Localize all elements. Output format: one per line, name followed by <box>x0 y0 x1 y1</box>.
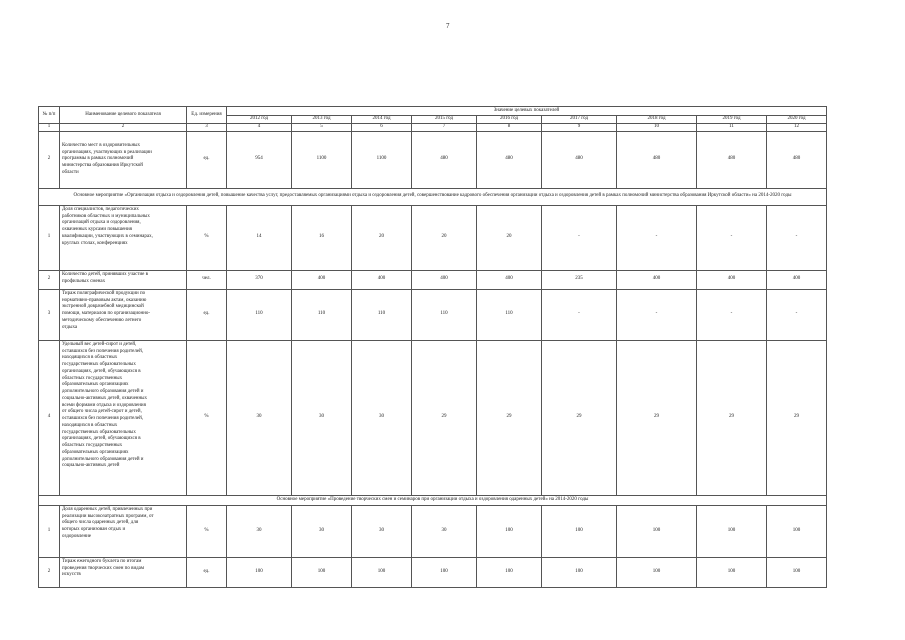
row-num: 1 <box>39 205 60 270</box>
row-value: 1100 <box>292 131 352 188</box>
col-number: 3 <box>187 124 227 132</box>
row-value: 30 <box>352 505 412 557</box>
col-number: 4 <box>227 124 292 132</box>
page-number: 7 <box>446 22 450 30</box>
row-value: 29 <box>697 340 767 495</box>
row-value: 110 <box>412 289 477 340</box>
row-value: 30 <box>292 505 352 557</box>
table-row <box>39 505 827 557</box>
table-row <box>39 340 827 495</box>
row-value: - <box>542 205 617 270</box>
indicators-table <box>38 106 827 588</box>
row-unit: чел. <box>187 270 227 289</box>
row-value: 400 <box>767 270 827 289</box>
row-value: 954 <box>227 131 292 188</box>
row-name: Тираж ежегодного буклета по итогам проведения творческих смен по видам искусств <box>60 557 187 587</box>
row-value: 100 <box>352 557 412 587</box>
row-value: - <box>767 205 827 270</box>
row-value: 370 <box>227 270 292 289</box>
col-number: 1 <box>39 124 60 132</box>
header-year: 2014 год <box>352 116 412 124</box>
row-value: 480 <box>542 131 617 188</box>
row-value: 100 <box>227 557 292 587</box>
row-value: - <box>697 205 767 270</box>
table-row <box>39 205 827 270</box>
row-value: 30 <box>292 340 352 495</box>
col-number: 10 <box>617 124 697 132</box>
row-num: 4 <box>39 340 60 495</box>
col-number: 12 <box>767 124 827 132</box>
row-value: 400 <box>412 270 477 289</box>
row-value: 20 <box>477 205 542 270</box>
row-value: 29 <box>477 340 542 495</box>
row-value: 100 <box>767 557 827 587</box>
col-number: 11 <box>697 124 767 132</box>
row-value: 480 <box>412 131 477 188</box>
header-unit: Ед. измерения <box>187 107 227 124</box>
row-value: 480 <box>617 131 697 188</box>
row-value: 100 <box>617 557 697 587</box>
row-value: 30 <box>227 505 292 557</box>
row-value: - <box>617 205 697 270</box>
row-value: 30 <box>227 340 292 495</box>
row-value: 29 <box>542 340 617 495</box>
row-value: 100 <box>412 557 477 587</box>
col-number: 6 <box>352 124 412 132</box>
row-value: 400 <box>617 270 697 289</box>
table-row <box>39 131 827 188</box>
row-name: Доля специалистов, педагогических работников областных и муниципальных организаций отдыха и оздоровления, охваченных курсами повышения квалификации, участвующих в семинарах, круглых столах, конференциях <box>60 205 187 270</box>
col-number: 8 <box>477 124 542 132</box>
row-name: Удельный вес детей-сирот и детей, оставшихся без попечения родителей, находящихся в областных государственных образовательных организациях, детей, обучающихся в областных государственных образовательных организациях дополнительного образования детей и социально-активных детей, охваченных всеми формами отдыха и оздоровления от общего числа детей-сирот и детей, оставшихся без попечения родителей, находящихся в областных государственных образовательных организациях, детей, обучающихся в областных государственных образовательных организациях дополнительного образования детей и социально-активных детей <box>60 340 187 495</box>
row-num: 2 <box>39 131 60 188</box>
row-num: 2 <box>39 557 60 587</box>
row-value: 30 <box>412 505 477 557</box>
header-year: 2020 год <box>767 116 827 124</box>
row-value: 29 <box>412 340 477 495</box>
row-value: 110 <box>477 289 542 340</box>
row-value: 480 <box>697 131 767 188</box>
row-value: 100 <box>477 557 542 587</box>
row-value: 100 <box>697 557 767 587</box>
section-heading: Основное мероприятие «Организация отдыха и оздоровления детей, повышение качества услуг, предоставляемых организациями отдыха и оздоровления детей, совершенствование кадрового обеспечения организации отдыха и оздоровления детей в рамках полномочий министерства образования Иркутской области» на 2014-2020 годы <box>39 188 827 205</box>
section-heading-row <box>39 188 827 205</box>
header-name: Наименование целевого показателя <box>60 107 187 124</box>
row-value: 400 <box>477 270 542 289</box>
table-row <box>39 289 827 340</box>
row-value: 1100 <box>352 131 412 188</box>
header-year: 2012 год <box>227 116 292 124</box>
row-name: Количество мест в оздоровительных организациях, участвующих в реализации программы в рамках полномочий министерства образования Иркутской области <box>60 131 187 188</box>
row-name: Доля одаренных детей, привлеченных при реализации высокозатратных программ, от общего числа одаренных детей, для которых организован отдых и оздоровление <box>60 505 187 557</box>
row-value: - <box>767 289 827 340</box>
row-value: 29 <box>617 340 697 495</box>
row-value: 110 <box>227 289 292 340</box>
col-number: 9 <box>542 124 617 132</box>
row-value: 29 <box>767 340 827 495</box>
header-year: 2018 год <box>617 116 697 124</box>
row-unit: ед. <box>187 131 227 188</box>
header-year: 2013 год <box>292 116 352 124</box>
row-value: 400 <box>292 270 352 289</box>
row-value: 400 <box>697 270 767 289</box>
row-value: 400 <box>352 270 412 289</box>
table-row <box>39 270 827 289</box>
row-value: 100 <box>697 505 767 557</box>
row-value: 110 <box>292 289 352 340</box>
col-number: 5 <box>292 124 352 132</box>
row-value: - <box>697 289 767 340</box>
row-value: 100 <box>542 557 617 587</box>
row-value: 20 <box>352 205 412 270</box>
row-value: 480 <box>767 131 827 188</box>
row-name: Тираж полиграфической продукции по нормативно-правовым актам, оказанию экстренной доврачебной медицинской помощи, материалов по организационно- методическому обеспечению летнего отдыха <box>60 289 187 340</box>
row-num: 2 <box>39 270 60 289</box>
row-name: Количество детей, принявших участие в профильных сменах <box>60 270 187 289</box>
row-unit: % <box>187 205 227 270</box>
row-value: 100 <box>292 557 352 587</box>
header-year: 2017 год <box>542 116 617 124</box>
col-number: 2 <box>60 124 187 132</box>
header-year: 2015 год <box>412 116 477 124</box>
row-value: 30 <box>352 340 412 495</box>
section-heading: Основное мероприятие «Проведение творческих смен и семинаров при организации отдыха и оздоровления одаренных детей» на 2014-2020 годы <box>39 495 827 505</box>
row-value: 100 <box>542 505 617 557</box>
row-value: 100 <box>617 505 697 557</box>
row-value: 110 <box>352 289 412 340</box>
row-num: 1 <box>39 505 60 557</box>
row-unit: ед. <box>187 289 227 340</box>
header-year: 2019 год <box>697 116 767 124</box>
row-value: 20 <box>412 205 477 270</box>
row-num: 3 <box>39 289 60 340</box>
row-value: - <box>617 289 697 340</box>
header-values-group: Значение целевых показателей <box>227 107 827 116</box>
row-unit: % <box>187 340 227 495</box>
header-year: 2016 год <box>477 116 542 124</box>
header-num: № п/п <box>39 107 60 124</box>
table-row <box>39 557 827 587</box>
column-numbers-row <box>39 124 827 132</box>
row-value: 100 <box>477 505 542 557</box>
col-number: 7 <box>412 124 477 132</box>
row-value: 100 <box>767 505 827 557</box>
row-value: 16 <box>292 205 352 270</box>
row-unit: ед. <box>187 557 227 587</box>
row-value: 14 <box>227 205 292 270</box>
row-value: 480 <box>477 131 542 188</box>
section-heading-row <box>39 495 827 505</box>
row-value: - <box>542 289 617 340</box>
header-row <box>39 107 827 116</box>
row-unit: % <box>187 505 227 557</box>
row-value: 235 <box>542 270 617 289</box>
